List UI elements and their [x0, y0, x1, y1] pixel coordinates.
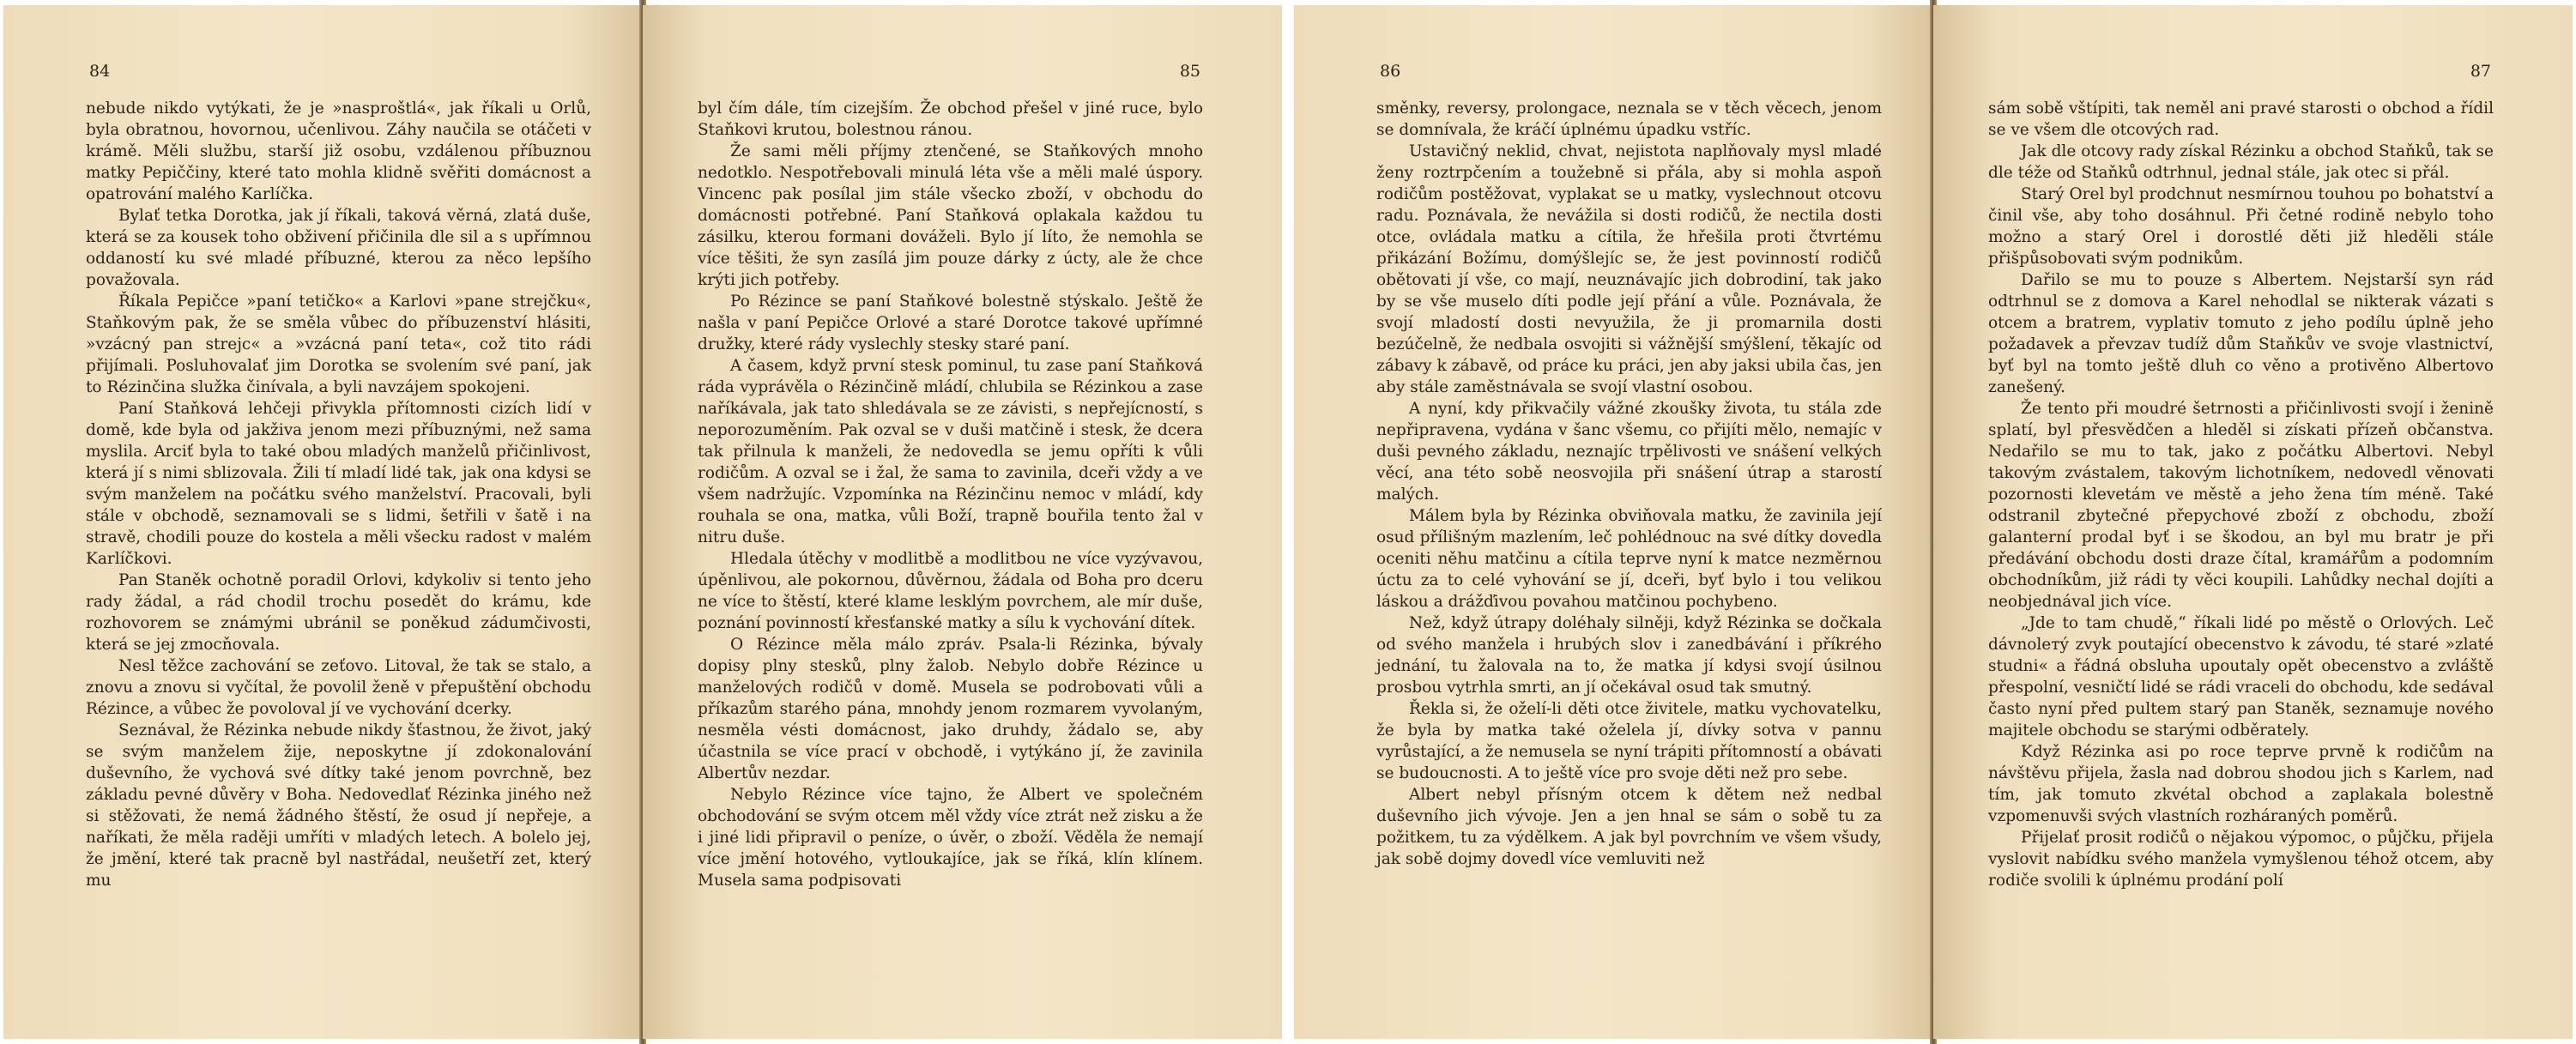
paragraph: Bylať tetka Dorotka, jak jí říkali, taková věrná, zlatá duše, která se za kousek toho obživení přičinila dle sil a s upřímnou oddaností ku své mladé příbuzné, kterou za něco lepšího považovala.	[86, 207, 591, 289]
page-87	[1933, 5, 2573, 1039]
paragraph: Pan Staněk ochotně poradil Orlovi, kdykoliv si tento jeho rady žádal, a rád chodil trochu posedět do krámu, kde rozhovorem se známými ubránil se poněkud zádumčivosti, která se jej zmocňovala.	[86, 571, 591, 654]
paragraph: „Jde to tam chudě,“ říkali lidé po městě o Orlových. Leč dávnolетý zvyk poutající obecenstvo k závodu, té staré »zlaté studni« a řádná obsluha upoutaly opět obecenstvo a zvláště přespolní, vesničtí lidé se rádi vraceli do obchodu, kde sedával často nyní před pultem starý pan Staněk, seznamuje nového majitele obchodu se starými odběrately.	[1988, 614, 2494, 739]
page-text	[1376, 98, 1882, 1022]
page-84	[3, 5, 643, 1039]
paragraph: Přijelať prosit rodičů o nějakou výpomoc, o půjčku, přijela vyslovit nabídku svého manžela vymyšlenou téhož otcem, aby rodiče svolili k úplnému prodání polí	[1988, 829, 2494, 890]
paragraph: Hledala útěchy v modlitbě a modlitbou ne více vyzývavou, úpěnlivou, ale pokornou, důvěrnou, žádala od Boha pro dceru ne více to štěstí, které klame lesklým povrchem, ale mír duše, poznání povinností křesťanské matky a sílu k vychování dítek.	[698, 550, 1203, 632]
paragraph: Po Rézince se paní Staňkové bolestně stýskalo. Ještě že našla v paní Pepičce Orlové a staré Dorotce takové upřímné družky, které rády vyslechly stesky staré paní.	[698, 293, 1203, 353]
paragraph: Říkala Pepičce »paní tetičko« a Karlovi »pane strejčku«, Staňkovým pak, že se směla vůbec do příbuzenství hlásiti, »vzácný pan strejc« a »vzácná paní teta«, což tito rádi přijímali. Posluhovalať jim Dorotka se svolením své paní, jak to Rézinčina služka činívala, a byli navzájem spokojeni.	[86, 293, 591, 396]
book-spread-right	[1291, 0, 2576, 1044]
page-number: 87	[2470, 62, 2491, 81]
paragraph: Nebylo Rézince více tajno, že Albert ve společném obchodování se svým otcem měl vždy více ztrát než zisku a že i jiné lidi připravil o peníze, o úvěr, o zboží. Věděla že nemají více jmění hotového, vytloukajíce, jak se říká, klín klínem. Musela sama podpisovati	[698, 786, 1203, 890]
paragraph: sám sobě vštípiti, tak neměl ani pravé starosti o obchod a řídil se ve všem dle otcových rad.	[1988, 100, 2494, 139]
page-text	[86, 98, 591, 1022]
paragraph: Paní Staňková lehčeji přivykla přítomnosti cizích lidí v domě, kde byla od jakživa jenom mezi příbuznými, než sama myslila. Arciť byla to také obou mladých manželů přičinlivost, která jí s nimi sblizovala. Žili tí mladí lidé tak, jak ona kdysi se svým manželem na počátku svého manželství. Pracovali, byli stále v obchodě, seznamovali se s lidmi, šetřili v šatě i na stravě, chodili pouze do kostela a měli všecku radost v malém Karlíčkovi.	[86, 400, 591, 568]
page-number: 86	[1380, 62, 1401, 81]
paragraph: byl čím dále, tím cizejším. Že obchod přešel v jiné ruce, bylo Staňkovi krutou, bolestnou ránou.	[698, 100, 1203, 139]
page-text	[698, 98, 1203, 1022]
paragraph: Když Rézinka asi po roce teprve prvně k rodičům na návštěvu přijela, žasla nad dobrou shodou jich s Karlem, nad tím, jak tomuto zkvétal obchod a zaplakala bolestně vzpomenuvši svých vlastních rozháraných poměrů.	[1988, 743, 2494, 825]
paragraph: O Rézince měla málo zpráv. Psala-li Rézinka, bývaly dopisy plny stesků, plny žalob. Nebylo dobře Rézince u manželových rodičů v domě. Musela se podrobovati vůli a příkazům starého pána, mnohdy jenom rozmarem vyvolaným, nesměla vésti domácnost, jako druhdy, žádalo se, aby účastnila se více prací v obchodě, i vytýkáno jí, že zavinila Albertův nezdar.	[698, 636, 1203, 782]
page-number: 84	[89, 62, 111, 81]
paragraph: směnky, reversy, prolongace, neznala se v těch věcech, jenom se domnívala, že kráčí úplnému úpadku vstříc.	[1376, 100, 1882, 139]
paragraph: Nesl těžce zachování se zeťovo. Litoval, že tak se stalo, a znovu a znovu si vyčítal, že povolil ženě v přepuštění obchodu Rézince, a vůbec že povoloval jí ve vychování dcerky.	[86, 657, 591, 718]
paragraph: Než, když útrapy doléhaly silněji, když Rézinka se dočkala od svého manžela i hrubých slov i zanedbávání i příkrého jednání, tu žalovala na to, že matka jí kdysi svojí úsilnou prosbou vytrhla smrti, an jí očekával osud tak smutný.	[1376, 614, 1882, 697]
paragraph: Že sami měli příjmy ztenčené, se Staňkových mnoho nedotklo. Nespotřebovali minulá léta vše a měli malé úspory. Vincenc pak posílal jim stále všecko zboží, v obchodu do domácnosti potřebné. Paní Staňková oplakala každou tu zásilku, kterou formani dováželi. Bylo jí líto, že nemohla se více těšiti, že syn zasílá jim pouze dárky z úcty, ale že chce krýti jich potřeby.	[698, 142, 1203, 289]
paragraph: Řekla si, že oželí-li děti otce živitele, matku vychovatelku, že byla by matka také oželela jí, dívky sotva v pannu vyrůstající, a že nemusela se nyní trápiti přítomností a obávati se budoucnosti. A to ještě více pro svoje děti než pro sebe.	[1376, 700, 1882, 782]
paragraph: nebude nikdo vytýkati, že je »nasproštlá«, jak říkali u Orlů, byla obratnou, hovornou, učenlivou. Záhy naučila se otáčeti v krámě. Měli službu, starší již osobu, vzdálenou příbuznou matky Pepiččiny, které tato mohla klidně svěřiti domácnost a opatrování malého Karlíčka.	[86, 100, 591, 203]
paragraph: Jak dle otcovy rady získal Rézinku a obchod Staňků, tak se dle téže od Staňků odtrhnul, jednal stále, jak otec si přál.	[1988, 142, 2494, 182]
paragraph: A nyní, kdy přikvačily vážné zkoušky života, tu stála zde nepřipravena, vydána v šanc všemu, co přijíti mělo, nemajíc v duši pevného základu, neznajíc trpělivosti ve snášení velkých věcí, ana této sobě neosvojila při snášení útrap a starostí malých.	[1376, 400, 1882, 504]
paragraph: Seznával, že Rézinka nebude nikdy šťastnou, že život, jaký se svým manželem žije, neposkytne jí zdokonalování duševního, že vychová své dítky také jenom povrchně, bez základu pevné důvěry v Boha. Nedovedlať Rézinka jiného než si stěžovati, že nemá žádného štěstí, že osud jí nepřeje, a naříkati, že měla raději umříti v mladých letech. A bolelo jej, že jmění, které tak pracně byl nastřádal, neušetří zet, který mu	[86, 721, 591, 890]
paragraph: Dařilo se mu to pouze s Albertem. Nejstarší syn rád odtrhnul se z domova a Karel nehodlal se nikterak vázati s otcem a bratrem, vyplativ tomuto z jeho podílu úplně jeho požadavek a převzav tudíž dům Staňkův ve svoje vlastnictví, byť byl na tomto ještě dluh co věno a protivěno Albertovo zanešený.	[1988, 271, 2494, 396]
paragraph: Starý Orel byl prodchnut nesmírnou touhou po bohatství a činil vše, aby toho dosáhnul. Při četné rodině nebylo toho možno a starý Orel i dorostlé děti již hleděli stále přišpůsobovati svým podnikům.	[1988, 185, 2494, 268]
paragraph: Že tento při moudré šetrnosti a přičinlivosti svojí i ženině splatí, byl přesvědčen a hleděl si získati přízeň občanstva. Nedařilo se mu to tak, jako z počátku Albertovi. Nebyl takovým zvástalem, takovým lichotníkem, nedovedl věnovati pozornosti klevetám ve městě a jeho žena tím méně. Také odstranil zbytečné přepychové zboží z obchodu, zboží galanterní prodal byť i se škodou, an byl mu bratr je při předávání obchodu dosti draze čítal, kramářům a podomním obchodníkům, již rádi ty věci koupili. Lahůdky nechal dojíti a neobjednával jich více.	[1988, 400, 2494, 611]
page-85	[643, 5, 1282, 1039]
page-86	[1294, 5, 1933, 1039]
book-spread-left	[0, 0, 1285, 1044]
page-text	[1988, 98, 2494, 1022]
paragraph: Ustavičný neklid, chvat, nejistota naplňovaly mysl mladé ženy roztrpčením a toužebně si přála, aby si mohla aspoň rodičům postěžovat, vyplakat se u matky, vyslechnout otcovu radu. Poznávala, že nevážila si dosti rodičů, že nectila dosti otce, ovládala matku a cítila, že hřešila proti čtvrtému přikázání Božímu, domýšlejíc se, že jest povinností rodičů obětovati jí vše, co mají, neuznávajíc jich dobrodiní, tak jako by se vše muselo díti podle její přání a vůle. Poznávala, že svojí mladostí dosti nevyužila, že ji promarnila dosti bezúčelně, že nedbala osvojiti si vážnější smýšlení, těkajíc od zábavy k zábavě, od práce ku práci, jen aby jaksi ubila čas, jen aby stále zaměstnávala se svojí vlastní osobou.	[1376, 142, 1882, 396]
page-number: 85	[1179, 62, 1200, 81]
paragraph: A časem, když první stesk pominul, tu zase paní Staňková ráda vyprávěla o Rézinčině mládí, chlubila se Rézinkou a zase naříkávala, jak tato shledávala se ze závisti, s nepřejícností, s neporozuměním. Pak ozval se v duši matčině i stesk, že dcera tak přilnula k manželi, že nedovedla se jemu opříti k vůli rodičům. A ozval se i žal, že sama to zavinila, dceři vždy a ve všem nadržujíc. Vzpomínka na Rézinčinu nemoc v mládí, kdy rouhala se ona, matka, vůli Boží, trapně bouřila tento žal v nitru duše.	[698, 357, 1203, 546]
paragraph: Málem byla by Rézinka obviňovala matku, že zavinila její osud přílišným mazlením, leč pohlédnouc na své dítky dovedla oceniti něhu matčinu a cítila teprve nyní k matce nezměrnou úctu za to celé vyhování se jí, dceři, byť bylo i tou velikou láskou a drážďivou povahou matčinou pochybeno.	[1376, 507, 1882, 611]
paragraph: Albert nebyl přísným otcem k dětem než nedbal duševního jich vývoje. Jen a jen hnal se sám o sobě tu za požitkem, tu za výdělkem. A jak byl povrchním ve všem všudy, jak sobě dojmy dovedl více vemluviti než	[1376, 786, 1882, 868]
